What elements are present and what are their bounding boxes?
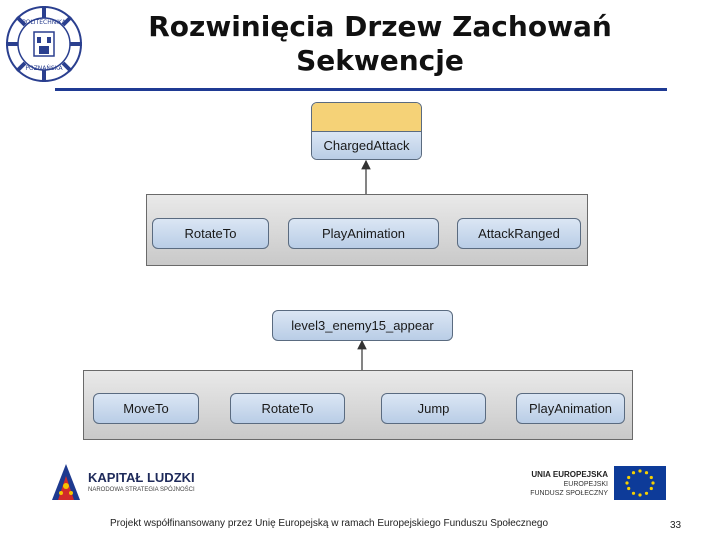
kapital-ludzki-subtitle: NARODOWA STRATEGIA SPÓJNOŚCI (88, 487, 195, 493)
eu-flag-icon (614, 466, 666, 500)
title-underline (55, 88, 667, 91)
node-rotate-to: RotateTo (152, 218, 269, 249)
kapital-ludzki-logo-icon (50, 462, 82, 502)
university-seal-logo (4, 4, 84, 84)
node-rotate-to-2: RotateTo (230, 393, 345, 424)
node-play-animation: PlayAnimation (288, 218, 439, 249)
node-header-bar (312, 103, 421, 132)
slide-title-line1: Rozwinięcia Drzew Zachowań (148, 10, 612, 43)
node-move-to: MoveTo (93, 393, 199, 424)
node-charged-attack-label: ChargedAttack (312, 132, 421, 159)
eu-line3: FUNDUSZ SPOŁECZNY (530, 490, 608, 497)
node-jump: Jump (381, 393, 486, 424)
svg-text:POZNAŃSKA: POZNAŃSKA (25, 65, 63, 72)
footer-caption: Projekt współfinansowany przez Unię Europejską w ramach Europejskiego Funduszu Społecznego (110, 518, 549, 529)
eu-title: UNIA EUROPEJSKA (531, 470, 608, 479)
kapital-ludzki-title: KAPITAŁ LUDZKI (88, 470, 195, 485)
node-charged-attack (311, 102, 422, 160)
node-level3-enemy15-appear: level3_enemy15_appear (272, 310, 453, 341)
slide-title (100, 10, 660, 78)
page-number: 33 (670, 520, 682, 531)
eu-line2: EUROPEJSKI (563, 481, 608, 488)
svg-text:POLITECHNIKA: POLITECHNIKA (22, 19, 66, 26)
node-play-animation-2: PlayAnimation (516, 393, 625, 424)
node-attack-ranged: AttackRanged (457, 218, 581, 249)
slide-title-line2: Sekwencje (296, 44, 464, 77)
